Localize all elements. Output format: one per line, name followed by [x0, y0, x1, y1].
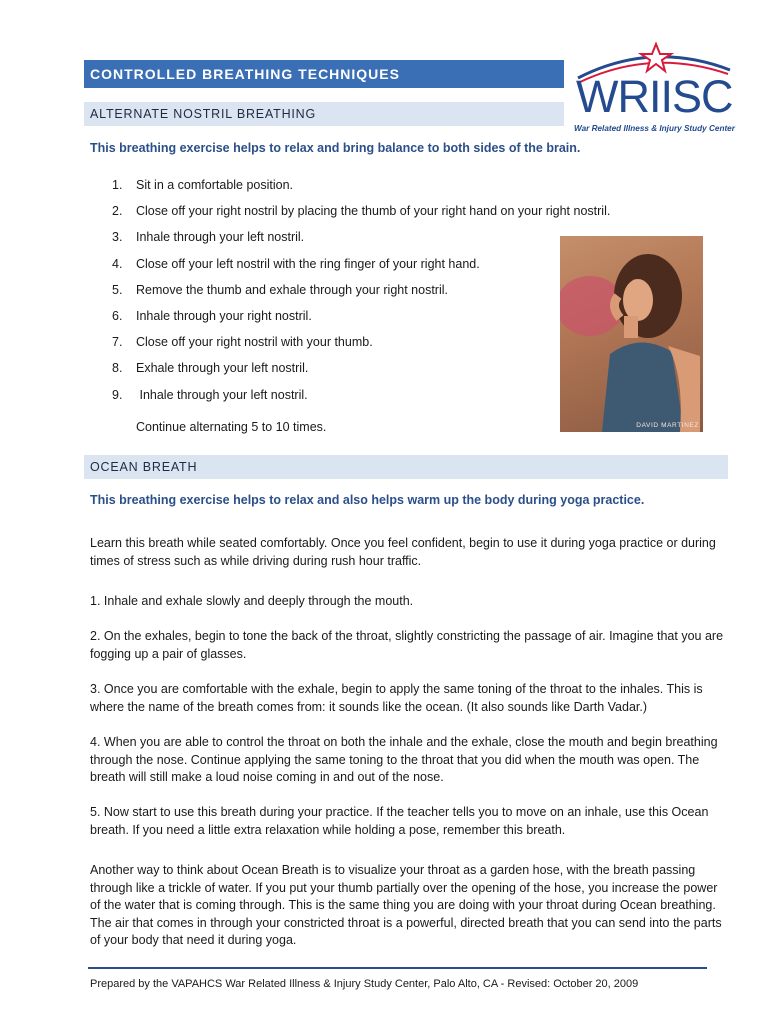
wriisc-logo — [572, 40, 738, 140]
paragraph: 3. Once you are comfortable with the exhale, begin to apply the same toning of the throat to the inhales. This is where the name of the breath comes from: it sounds like the ocean. (It also sounds like Darth Vadar.) — [90, 682, 703, 714]
list-item: 6. Inhale through your right nostril. — [112, 308, 312, 323]
section-heading-ocean-breath: OCEAN BREATH — [84, 455, 728, 479]
section-heading-alternate-nostril: ALTERNATE NOSTRIL BREATHING — [84, 102, 564, 126]
photo-credit: DAVID MARTINEZ — [636, 422, 699, 429]
yoga-photo — [560, 236, 703, 432]
page-title: CONTROLLED BREATHING TECHNIQUES — [84, 60, 564, 88]
section2-lead: This breathing exercise helps to relax and also helps warm up the body during yoga practice. — [90, 493, 645, 507]
logo-wordmark: WRIISC — [576, 71, 733, 122]
continue-note: Continue alternating 5 to 10 times. — [136, 420, 327, 434]
star-icon — [641, 44, 671, 71]
step-list — [112, 177, 610, 413]
list-item: 3. Inhale through your left nostril. — [112, 230, 305, 245]
woman-figure-icon — [560, 236, 703, 432]
paragraph: Another way to think about Ocean Breath is to visualize your throat as a garden hose, with the breath passing through like a trickle of water. If you put your thumb partially over the opening of the hose, you increase the power of the water that is coming through. This is the same thing you are doing with your throat during Ocean breathing. The air that comes in through your constricted throat is a powerful, directed breath that you can send into the parts of your body that need it during yoga. — [90, 863, 722, 947]
paragraph: Learn this breath while seated comfortably. Once you feel confident, begin to use it during yoga practice or during times of stress such as while driving during rush hour traffic. — [90, 536, 716, 568]
footer-text: Prepared by the VAPAHCS War Related Illness & Injury Study Center, Palo Alto, CA - Revised: October 20, 2009 — [90, 978, 639, 990]
list-item: 7. Close off your right nostril with your thumb. — [112, 335, 373, 350]
paragraph: 2. On the exhales, begin to tone the back of the throat, slightly constricting the passage of air. Imagine that you are fogging up a pair of glasses. — [90, 629, 724, 661]
paragraph: 4. When you are able to control the throat on both the inhale and the exhale, close the mouth and begin breathing through the nose. Continue applying the same toning to the throat that you did when the mouth was open. The breath will still make a loud noise coming in and out of the nose. — [90, 735, 718, 784]
paragraph: 1. Inhale and exhale slowly and deeply through the mouth. — [90, 594, 414, 608]
section1-lead: This breathing exercise helps to relax and bring balance to both sides of the brain. — [90, 141, 581, 155]
list-item: 2. Close off your right nostril by placing the thumb of your right hand on your right nostril. — [112, 204, 611, 219]
paragraph: 5. Now start to use this breath during your practice. If the teacher tells you to move on an inhale, use this Ocean breath. If you need a little extra relaxation while holding a pose, remember this breath. — [90, 805, 709, 837]
list-item: 1. Sit in a comfortable position. — [112, 178, 294, 192]
logo-subtitle: War Related Illness & Injury Study Center — [574, 124, 735, 133]
footer-divider — [88, 967, 707, 969]
list-item: 8. Exhale through your left nostril. — [112, 361, 309, 376]
list-item: 4. Close off your left nostril with the ring finger of your right hand. — [112, 256, 480, 271]
list-item: 5. Remove the thumb and exhale through your right nostril. — [112, 282, 448, 297]
list-item: 9. Inhale through your left nostril. — [112, 387, 308, 402]
